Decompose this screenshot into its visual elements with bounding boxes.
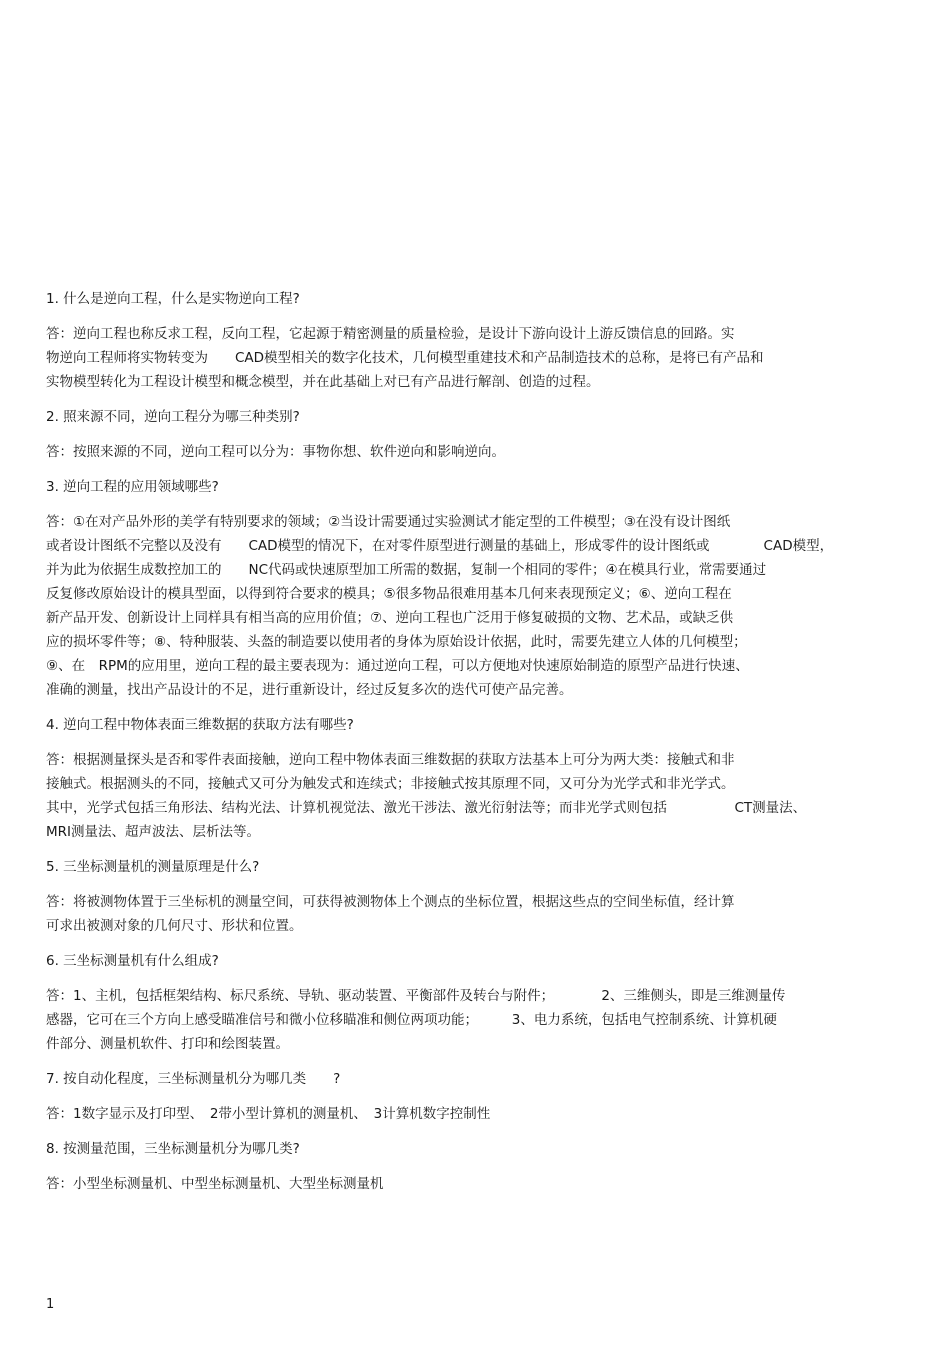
answer-line: 实物模型转化为工程设计模型和概念模型，并在此基础上对已有产品进行解剖、创造的过程。 [46, 374, 600, 390]
page-number: 1 [46, 1297, 55, 1312]
question-4: 4. 逆向工程中物体表面三维数据的获取方法有哪些? [46, 717, 354, 733]
answer-2 [46, 440, 906, 464]
answer-line: 答：按照来源的不同，逆向工程可以分为：事物你想、软件逆向和影响逆向。 [46, 444, 505, 460]
answer-4 [46, 748, 906, 844]
question-3: 3. 逆向工程的应用领域哪些? [46, 479, 219, 495]
answer-5 [46, 890, 906, 938]
answer-line: 其中，光学式包括三角形法、结构光法、计算机视觉法、激光干涉法、激光衍射法等；而非光学式则包括 CT测量法、 [46, 800, 807, 816]
answer-line: 答：①在对产品外形的美学有特别要求的领域；②当设计需要通过实验测试才能定型的工件模型；③在没有设计图纸 [46, 514, 731, 530]
question-8: 8. 按测量范围，三坐标测量机分为哪几类? [46, 1141, 300, 1157]
answer-line: 应的损坏零件等；⑧、特种服装、头盔的制造要以使用者的身体为原始设计依据，此时，需要先建立人体的几何模型； [46, 634, 747, 650]
answer-line: 答：小型坐标测量机、中型坐标测量机、大型坐标测量机 [46, 1176, 384, 1192]
answer-line: 答：逆向工程也称反求工程，反向工程，它起源于精密测量的质量检验，是设计下游向设计上游反馈信息的回路。实 [46, 326, 735, 342]
answer-line: 新产品开发、创新设计上同样具有相当高的应用价值；⑦、逆向工程也广泛用于修复破损的文物、艺术品，或缺乏供 [46, 610, 734, 626]
question-5: 5. 三坐标测量机的测量原理是什么? [46, 859, 260, 875]
answer-line: ⑨、在 RPM的应用里，逆向工程的最主要表现为：通过逆向工程，可以方便地对快速原始制造的原型产品进行快速、 [46, 658, 749, 674]
answer-6 [46, 984, 906, 1056]
answer-8 [46, 1172, 906, 1196]
question-2: 2. 照来源不同，逆向工程分为哪三种类别? [46, 409, 300, 425]
answer-line: 感器，它可在三个方向上感受瞄准信号和微小位移瞄准和侧位两项功能； 3、电力系统，包括电气控制系统、计算机硬 [46, 1012, 777, 1028]
question-6: 6. 三坐标测量机有什么组成? [46, 953, 219, 969]
answer-line: 答：1数字显示及打印型、 2带小型计算机的测量机、 3计算机数字控制性 [46, 1106, 491, 1122]
question-1: 1. 什么是逆向工程，什么是实物逆向工程? [46, 291, 300, 307]
answer-line: 或者设计图纸不完整以及没有 CAD模型的情况下，在对零件原型进行测量的基础上，形成零件的设计图纸或 CAD模型， [46, 538, 834, 554]
answer-line: 并为此为依据生成数控加工的 NC代码或快速原型加工所需的数据，复制一个相同的零件；④在模具行业，常需要通过 [46, 562, 767, 578]
answer-line: 可求出被测对象的几何尺寸、形状和位置。 [46, 918, 303, 934]
qa-list [46, 288, 906, 1208]
answer-line: 答：1、主机，包括框架结构、标尺系统、导轨、驱动装置、平衡部件及转台与附件； 2、三维侧头，即是三维测量传 [46, 988, 786, 1004]
answer-7 [46, 1102, 906, 1126]
answer-line: 物逆向工程师将实物转变为 CAD模型相关的数字化技术，几何模型重建技术和产品制造技术的总称，是将已有产品和 [46, 350, 764, 366]
question-7: 7. 按自动化程度，三坐标测量机分为哪几类 ? [46, 1071, 341, 1087]
answer-line: 件部分、测量机软件、打印和绘图装置。 [46, 1036, 289, 1052]
answer-3 [46, 510, 906, 702]
answer-1 [46, 322, 906, 394]
answer-line: 答：根据测量探头是否和零件表面接触，逆向工程中物体表面三维数据的获取方法基本上可分为两大类：接触式和非 [46, 752, 735, 768]
answer-line: 答：将被测物体置于三坐标机的测量空间，可获得被测物体上个测点的坐标位置，根据这些点的空间坐标值，经计算 [46, 894, 735, 910]
answer-line: 反复修改原始设计的模具型面，以得到符合要求的模具；⑤很多物品很难用基本几何来表现预定义；⑥、逆向工程在 [46, 586, 732, 602]
answer-line: 接触式。根据测头的不同，接触式又可分为触发式和连续式；非接触式按其原理不同，又可分为光学式和非光学式。 [46, 776, 735, 792]
answer-line: MRI测量法、超声波法、层析法等。 [46, 824, 261, 840]
answer-line: 准确的测量，找出产品设计的不足，进行重新设计，经过反复多次的迭代可使产品完善。 [46, 682, 573, 698]
